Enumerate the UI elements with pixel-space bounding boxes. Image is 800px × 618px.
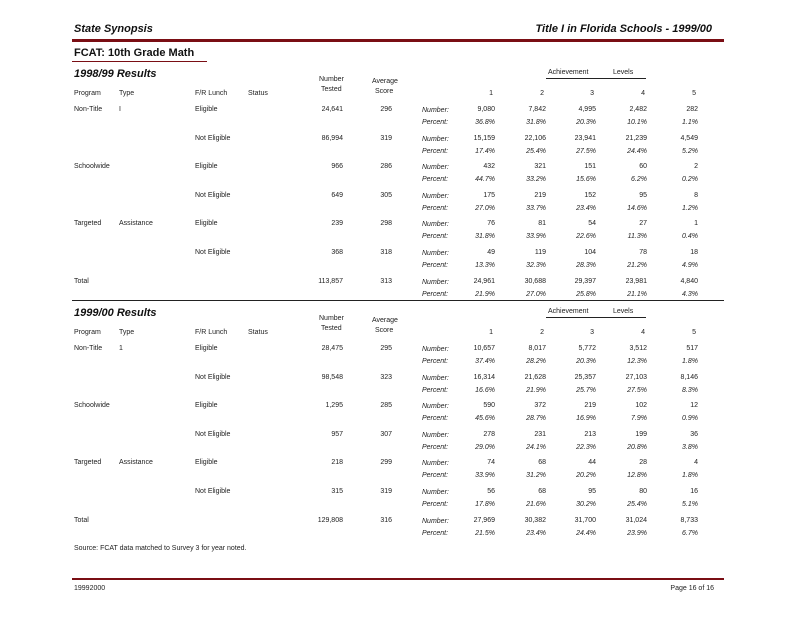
level-1-number: 10,657: [473, 345, 495, 352]
level-2-percent: 28.7%: [526, 415, 546, 423]
col-lunch-header: F/R Lunch: [195, 90, 228, 97]
level-1-percent: 21.5%: [475, 529, 495, 537]
level-2-number: 119: [534, 249, 546, 256]
lunch-cell: Not Eligible: [195, 249, 231, 256]
level-5-number: 8,733: [680, 516, 698, 524]
level-2-percent: 32.3%: [526, 262, 546, 269]
number-label: Number:: [422, 107, 449, 114]
number-label: Number:: [422, 250, 449, 257]
lunch-cell: Eligible: [195, 459, 218, 467]
col-type-header: Type: [119, 90, 135, 97]
col-program-header: Program: [74, 329, 101, 336]
level-3-number: 95: [588, 488, 596, 495]
level-3-number: 25,357: [574, 373, 596, 381]
level-4-number: 80: [639, 488, 647, 495]
level-1-number: 24,961: [473, 277, 495, 285]
level-5-number: 2: [694, 163, 698, 171]
level-4-number: 95: [639, 191, 647, 199]
col-levels-header: Levels: [613, 69, 634, 76]
level-1-percent: 36.8%: [475, 119, 495, 126]
level-5-number: 18: [690, 249, 698, 256]
number-label: Number:: [422, 346, 449, 353]
report-title: State Synopsis: [74, 23, 153, 35]
level-4-number: 78: [639, 249, 647, 256]
level-5-number: 36: [690, 430, 698, 438]
level-4-number: 27,103: [625, 373, 647, 381]
number-tested-cell: 239: [331, 220, 343, 228]
level-4-percent: 21.1%: [627, 290, 647, 298]
level-2-percent: 27.0%: [526, 290, 546, 298]
col-levels-header: Levels: [613, 308, 634, 315]
program-cell: Non-Title: [74, 345, 103, 352]
level-3-number: 5,772: [578, 345, 596, 352]
number-tested-cell: 86,994: [321, 134, 343, 142]
level-1-percent: 45.6%: [475, 415, 495, 423]
level-3-number: 104: [584, 249, 596, 256]
level-3-percent: 28.3%: [576, 262, 596, 269]
level-3-percent: 24.4%: [576, 529, 596, 537]
col-level-5-header: 5: [692, 329, 696, 336]
level-2-percent: 21.9%: [526, 386, 546, 394]
level-5-percent: 1.8%: [682, 358, 698, 365]
average-score-cell: 295: [380, 345, 392, 352]
number-label: Number:: [422, 489, 449, 496]
number-tested-cell: 98,548: [321, 373, 343, 381]
level-5-number: 16: [690, 488, 698, 495]
level-1-number: 9,080: [477, 106, 495, 113]
lunch-cell: Not Eligible: [195, 373, 231, 381]
lunch-cell: Not Eligible: [195, 488, 231, 495]
type-cell: 1: [119, 345, 123, 352]
source-note: Source: FCAT data matched to Survey 3 for year noted.: [74, 545, 247, 552]
type-cell: Assistance: [119, 220, 153, 228]
level-1-number: 49: [487, 249, 495, 256]
level-3-percent: 16.9%: [576, 415, 596, 423]
level-2-number: 219: [534, 191, 546, 199]
level-4-number: 21,239: [625, 134, 647, 142]
level-2-number: 21,628: [524, 373, 546, 381]
number-label: Number:: [422, 374, 449, 382]
level-4-percent: 21.2%: [627, 262, 647, 269]
level-1-number: 590: [483, 402, 495, 410]
level-4-number: 27: [639, 220, 647, 228]
number-label: Number:: [422, 164, 449, 172]
number-tested-cell: 218: [331, 459, 343, 467]
percent-label: Percent:: [422, 262, 449, 269]
level-1-number: 27,969: [473, 516, 495, 524]
level-4-percent: 25.4%: [627, 501, 647, 508]
level-3-number: 44: [588, 459, 596, 467]
program-cell: Targeted: [74, 220, 102, 228]
lunch-cell: Not Eligible: [195, 430, 231, 438]
lunch-cell: Not Eligible: [195, 191, 231, 199]
level-4-number: 102: [635, 402, 647, 410]
level-2-number: 30,382: [524, 516, 546, 524]
number-tested-cell: 966: [331, 163, 343, 171]
level-4-number: 23,981: [625, 277, 647, 285]
level-5-number: 1: [694, 220, 698, 228]
lunch-cell: Eligible: [195, 402, 218, 410]
level-2-percent: 31.2%: [526, 472, 546, 480]
level-1-percent: 13.3%: [475, 262, 495, 269]
level-1-number: 432: [483, 163, 495, 171]
level-5-number: 4: [694, 459, 698, 467]
level-1-number: 15,159: [473, 134, 495, 142]
level-3-percent: 22.3%: [576, 443, 596, 451]
level-3-percent: 15.6%: [576, 176, 596, 184]
col-number-header: Number: [319, 315, 344, 322]
lunch-cell: Eligible: [195, 163, 218, 171]
level-2-percent: 28.2%: [526, 358, 546, 365]
number-label: Number:: [422, 517, 449, 525]
lunch-cell: Eligible: [195, 106, 218, 113]
percent-label: Percent:: [422, 501, 449, 508]
number-tested-cell: 129,808: [317, 516, 343, 524]
col-status-header: Status: [248, 329, 268, 336]
number-tested-cell: 24,641: [321, 106, 343, 113]
page-number: Page 16 of 16: [670, 585, 714, 592]
number-label: Number:: [422, 431, 449, 439]
level-4-percent: 23.9%: [627, 529, 647, 537]
levels-underline: [546, 78, 646, 79]
footer-date: 19992000: [74, 585, 106, 592]
level-1-number: 76: [487, 220, 495, 228]
col-level-3-header: 3: [590, 329, 594, 336]
test-title: FCAT: 10th Grade Math: [74, 47, 195, 59]
col-achievement-header: Achievement: [548, 308, 589, 315]
level-4-number: 199: [635, 430, 647, 438]
level-5-percent: 1.8%: [682, 472, 698, 480]
col-tested-header: Tested: [321, 325, 342, 332]
level-3-number: 213: [584, 430, 596, 438]
level-5-number: 8,146: [680, 373, 698, 381]
level-2-percent: 24.1%: [526, 443, 546, 451]
level-4-percent: 24.4%: [627, 147, 647, 155]
average-score-cell: 286: [380, 163, 392, 171]
type-cell: Assistance: [119, 459, 153, 467]
level-2-number: 7,842: [528, 106, 546, 113]
level-3-number: 54: [588, 220, 596, 228]
program-cell: Targeted: [74, 459, 102, 467]
level-3-percent: 25.8%: [576, 290, 596, 298]
level-3-number: 4,995: [578, 106, 596, 113]
level-4-number: 60: [639, 163, 647, 171]
col-level-3-header: 3: [590, 90, 594, 97]
level-5-number: 282: [686, 106, 698, 113]
col-number-header: Number: [319, 76, 344, 83]
level-4-percent: 14.6%: [627, 204, 647, 212]
subtitle-underline: [72, 61, 207, 62]
level-2-number: 372: [534, 402, 546, 410]
level-5-percent: 8.3%: [682, 386, 698, 394]
lunch-cell: Eligible: [195, 220, 218, 228]
col-score-header: Score: [375, 327, 394, 334]
col-program-header: Program: [74, 90, 101, 97]
level-3-number: 151: [584, 163, 596, 171]
level-4-percent: 20.8%: [627, 443, 647, 451]
level-1-percent: 16.6%: [475, 386, 495, 394]
level-3-percent: 25.7%: [576, 386, 596, 394]
footer-rule: [72, 578, 724, 580]
level-1-percent: 17.8%: [475, 501, 495, 508]
col-type-header: Type: [119, 329, 135, 336]
average-score-cell: 323: [380, 373, 392, 381]
level-1-percent: 21.9%: [475, 290, 495, 298]
level-3-percent: 20.3%: [576, 358, 596, 365]
section-title: 1999/00 Results: [74, 307, 157, 319]
header-rule: [72, 39, 724, 42]
level-2-percent: 23.4%: [526, 529, 546, 537]
number-tested-cell: 649: [331, 191, 343, 199]
level-5-number: 4,840: [680, 277, 698, 285]
percent-label: Percent:: [422, 443, 449, 451]
level-5-number: 4,549: [680, 134, 698, 142]
level-5-percent: 5.1%: [682, 501, 698, 508]
level-2-percent: 33.7%: [526, 204, 546, 212]
average-score-cell: 316: [380, 516, 392, 524]
col-score-header: Score: [375, 88, 394, 95]
level-1-percent: 27.0%: [475, 204, 495, 212]
level-1-number: 74: [487, 459, 495, 467]
level-1-number: 56: [487, 488, 495, 495]
level-3-number: 23,941: [574, 134, 596, 142]
level-2-percent: 33.2%: [526, 176, 546, 184]
level-3-percent: 30.2%: [576, 501, 596, 508]
percent-label: Percent:: [422, 415, 449, 423]
level-1-percent: 31.8%: [475, 233, 495, 241]
level-5-percent: 4.9%: [682, 262, 698, 269]
level-3-percent: 27.5%: [576, 147, 596, 155]
level-4-number: 3,512: [629, 345, 647, 352]
number-tested-cell: 368: [331, 249, 343, 256]
number-label: Number:: [422, 135, 449, 143]
level-1-number: 278: [483, 430, 495, 438]
level-3-number: 152: [584, 191, 596, 199]
level-2-percent: 25.4%: [526, 147, 546, 155]
col-level-1-header: 1: [489, 329, 493, 336]
level-1-percent: 29.0%: [475, 443, 495, 451]
level-2-percent: 21.6%: [526, 501, 546, 508]
level-2-number: 81: [538, 220, 546, 228]
number-tested-cell: 1,295: [325, 402, 343, 410]
level-4-percent: 7.9%: [631, 415, 647, 423]
total-label: Total: [74, 277, 89, 285]
lunch-cell: Not Eligible: [195, 134, 231, 142]
level-2-number: 8,017: [528, 345, 546, 352]
level-2-percent: 33.9%: [526, 233, 546, 241]
level-1-percent: 44.7%: [475, 176, 495, 184]
report-subtitle: Title I in Florida Schools - 1999/00: [535, 23, 712, 35]
number-tested-cell: 315: [331, 488, 343, 495]
level-5-number: 12: [690, 402, 698, 410]
col-level-4-header: 4: [641, 329, 645, 336]
col-status-header: Status: [248, 90, 268, 97]
program-cell: Schoolwide: [74, 402, 110, 410]
level-5-percent: 0.4%: [682, 233, 698, 241]
level-2-number: 68: [538, 459, 546, 467]
number-label: Number:: [422, 278, 449, 286]
number-tested-cell: 28,475: [321, 345, 343, 352]
level-5-percent: 1.1%: [682, 119, 698, 126]
col-lunch-header: F/R Lunch: [195, 329, 228, 336]
percent-label: Percent:: [422, 386, 449, 394]
level-5-number: 517: [686, 345, 698, 352]
level-1-number: 175: [483, 191, 495, 199]
level-4-number: 31,024: [625, 516, 647, 524]
percent-label: Percent:: [422, 147, 449, 155]
level-2-number: 30,688: [524, 277, 546, 285]
level-3-number: 219: [584, 402, 596, 410]
number-label: Number:: [422, 460, 449, 468]
level-5-percent: 0.9%: [682, 415, 698, 423]
level-1-percent: 37.4%: [475, 358, 495, 365]
section-title: 1998/99 Results: [74, 68, 157, 80]
average-score-cell: 285: [380, 402, 392, 410]
percent-label: Percent:: [422, 176, 449, 184]
col-level-2-header: 2: [540, 329, 544, 336]
average-score-cell: 318: [380, 249, 392, 256]
level-3-percent: 20.3%: [576, 119, 596, 126]
col-level-5-header: 5: [692, 90, 696, 97]
level-2-percent: 31.8%: [526, 119, 546, 126]
level-2-number: 22,106: [524, 134, 546, 142]
level-4-percent: 10.1%: [627, 119, 647, 126]
level-5-percent: 4.3%: [682, 290, 698, 298]
program-cell: Non-Title: [74, 106, 103, 113]
level-1-number: 16,314: [473, 373, 495, 381]
level-5-percent: 1.2%: [682, 204, 698, 212]
average-score-cell: 313: [380, 277, 392, 285]
level-4-number: 28: [639, 459, 647, 467]
average-score-cell: 307: [380, 430, 392, 438]
program-cell: Schoolwide: [74, 163, 110, 171]
percent-label: Percent:: [422, 472, 449, 480]
level-3-number: 29,397: [574, 277, 596, 285]
total-label: Total: [74, 516, 89, 524]
average-score-cell: 319: [380, 134, 392, 142]
level-3-percent: 22.6%: [576, 233, 596, 241]
type-cell: I: [119, 106, 121, 113]
level-3-number: 31,700: [574, 516, 596, 524]
level-3-percent: 23.4%: [576, 204, 596, 212]
number-tested-cell: 957: [331, 430, 343, 438]
level-2-number: 68: [538, 488, 546, 495]
section-divider: [72, 300, 724, 301]
level-5-percent: 3.8%: [682, 443, 698, 451]
percent-label: Percent:: [422, 358, 449, 365]
col-level-1-header: 1: [489, 90, 493, 97]
col-level-2-header: 2: [540, 90, 544, 97]
number-label: Number:: [422, 403, 449, 411]
average-score-cell: 296: [380, 106, 392, 113]
average-score-cell: 299: [380, 459, 392, 467]
percent-label: Percent:: [422, 529, 449, 537]
number-label: Number:: [422, 192, 449, 200]
level-1-percent: 33.9%: [475, 472, 495, 480]
levels-underline: [546, 317, 646, 318]
number-tested-cell: 113,857: [318, 277, 343, 285]
col-tested-header: Tested: [321, 86, 342, 93]
col-average-header: Average: [372, 317, 398, 324]
percent-label: Percent:: [422, 204, 449, 212]
average-score-cell: 305: [380, 191, 392, 199]
percent-label: Percent:: [422, 290, 449, 298]
percent-label: Percent:: [422, 119, 449, 126]
level-3-percent: 20.2%: [576, 472, 596, 480]
level-4-percent: 12.8%: [627, 472, 647, 480]
col-average-header: Average: [372, 78, 398, 85]
number-label: Number:: [422, 221, 449, 229]
col-achievement-header: Achievement: [548, 69, 589, 76]
percent-label: Percent:: [422, 233, 449, 241]
level-5-percent: 6.7%: [682, 529, 698, 537]
level-4-number: 2,482: [629, 106, 647, 113]
level-1-percent: 17.4%: [475, 147, 495, 155]
col-level-4-header: 4: [641, 90, 645, 97]
level-5-number: 8: [694, 191, 698, 199]
level-2-number: 231: [534, 430, 546, 438]
level-2-number: 321: [534, 163, 546, 171]
average-score-cell: 298: [380, 220, 392, 228]
average-score-cell: 319: [380, 488, 392, 495]
level-5-percent: 0.2%: [682, 176, 698, 184]
level-4-percent: 12.3%: [627, 358, 647, 365]
level-5-percent: 5.2%: [682, 147, 698, 155]
level-4-percent: 11.3%: [627, 233, 647, 241]
level-4-percent: 6.2%: [631, 176, 647, 184]
level-4-percent: 27.5%: [627, 386, 647, 394]
lunch-cell: Eligible: [195, 345, 218, 352]
